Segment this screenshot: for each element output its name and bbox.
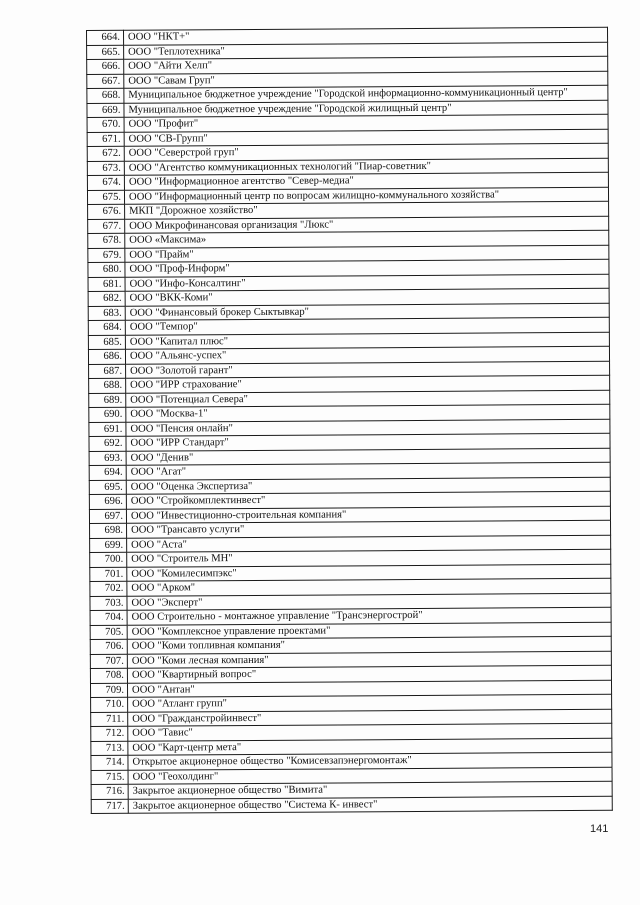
organization-name: ООО «Максима»: [125, 230, 609, 247]
organizations-table: [86, 27, 613, 814]
row-number: 688.: [89, 378, 126, 393]
organization-name: ООО "НКТ+": [124, 27, 608, 44]
row-number: 700.: [90, 552, 127, 567]
organization-name: ООО "Финансовый брокер Сыктывкар": [125, 303, 609, 320]
organization-name: ООО "Комплексное управление проектами": [127, 622, 611, 639]
organization-name: ООО "Квартирный вопрос": [127, 665, 611, 682]
organization-name: ООО "Стройкомплектинвест": [126, 491, 610, 508]
organization-name: ООО "Потенциал Севера": [126, 390, 610, 407]
organization-name: ООО "Москва-1": [126, 404, 610, 421]
row-number: 705.: [90, 625, 127, 640]
row-number: 716.: [91, 784, 128, 799]
organization-name: ООО "Темпор": [125, 317, 609, 334]
row-number: 712.: [91, 726, 128, 741]
row-number: 675.: [87, 190, 124, 205]
row-number: 698.: [90, 523, 127, 538]
organization-name: ООО "Коми топливная компания": [127, 636, 611, 653]
organization-name: ООО "Прайм": [125, 245, 609, 262]
row-number: 673.: [87, 161, 124, 176]
row-number: 687.: [89, 364, 126, 379]
organization-name: ООО "Проф-Информ": [125, 259, 609, 276]
organization-name: ООО "Комилесимпэкс": [127, 564, 611, 581]
row-number: 682.: [88, 291, 125, 306]
organizations-table-wrapper: [86, 27, 613, 814]
organization-name: ООО "Оценка Экспертиза": [126, 477, 610, 494]
organization-name: Открытое акционерное общество "Комисевзапэнергомонтаж": [128, 752, 612, 769]
organization-name: Закрытое акционерное общество "Система К- инвест": [128, 796, 612, 813]
row-number: 706.: [90, 639, 127, 654]
organization-name: ООО "Карт-центр мета": [128, 738, 612, 755]
organization-name: ООО "Арком": [127, 578, 611, 595]
organization-name: ООО "Пенсия онлайн": [126, 419, 610, 436]
row-number: 693.: [89, 451, 126, 466]
organization-name: ООО "Строитель МН": [127, 549, 611, 566]
row-number: 717.: [91, 799, 128, 814]
row-number: 690.: [89, 407, 126, 422]
row-number: 702.: [90, 581, 127, 596]
organization-name: ООО Микрофинансовая организация "Люкс": [125, 216, 609, 233]
row-number: 683.: [88, 306, 125, 321]
table-row: [91, 796, 612, 814]
organization-name: ООО "Северстрой груп": [124, 143, 608, 160]
row-number: 692.: [89, 436, 126, 451]
organization-name: ООО "Антан": [127, 680, 611, 697]
row-number: 689.: [89, 393, 126, 408]
organization-name: ООО "Инфо-Консалтинг": [125, 274, 609, 291]
organization-name: ООО "Гражданстройинвест": [128, 709, 612, 726]
organization-name: ООО Строительно - монтажное управление "Трансэнергострой": [127, 607, 611, 624]
row-number: 686.: [88, 349, 125, 364]
row-number: 711.: [91, 712, 128, 727]
row-number: 708.: [90, 668, 127, 683]
row-number: 710.: [91, 697, 128, 712]
organization-name: ООО "Савам Груп": [124, 71, 608, 88]
organization-name: ООО "Трансавто услуги": [127, 520, 611, 537]
row-number: 696.: [89, 494, 126, 509]
row-number: 676.: [88, 204, 125, 219]
row-number: 672.: [87, 146, 124, 161]
organization-name: ООО "ИРР Стандарт": [126, 433, 610, 450]
organization-name: Закрытое акционерное общество "Вимита": [128, 781, 612, 798]
organization-name: ООО "Информационный центр по вопросам жилищно-коммунального хозяйства": [124, 187, 608, 204]
row-number: 679.: [88, 248, 125, 263]
row-number: 669.: [87, 103, 124, 118]
row-number: 681.: [88, 277, 125, 292]
row-number: 715.: [91, 770, 128, 785]
organization-name: ООО "СВ-Групп": [124, 129, 608, 146]
row-number: 685.: [88, 335, 125, 350]
row-number: 694.: [89, 465, 126, 480]
row-number: 670.: [87, 117, 124, 132]
row-number: 677.: [88, 219, 125, 234]
row-number: 668.: [87, 88, 124, 103]
row-number: 667.: [87, 74, 124, 89]
row-number: 680.: [88, 262, 125, 277]
organization-name: ООО "Атлант групп": [128, 694, 612, 711]
row-number: 701.: [90, 567, 127, 582]
organization-name: ООО "Инвестиционно-строительная компания": [126, 506, 610, 523]
organization-name: ООО "ИРР страхование": [126, 375, 610, 392]
organization-name: ООО "Профит": [124, 114, 608, 131]
organization-name: МКП "Дорожное хозяйство": [125, 201, 609, 218]
row-number: 714.: [91, 755, 128, 770]
row-number: 691.: [89, 422, 126, 437]
organization-name: ООО "Агат": [126, 462, 610, 479]
organization-name: ООО "Информационное агентство "Север-медиа": [124, 172, 608, 189]
row-number: 707.: [90, 654, 127, 669]
organization-name: Муниципальное бюджетное учреждение "Городской жилищный центр": [124, 100, 608, 117]
organization-name: ООО "Агентство коммуникационных технологий "Пиар-советник": [124, 158, 608, 175]
row-number: 699.: [90, 538, 127, 553]
organization-name: ООО "Эксперт": [127, 593, 611, 610]
row-number: 704.: [90, 610, 127, 625]
row-number: 674.: [87, 175, 124, 190]
row-number: 671.: [87, 132, 124, 147]
row-number: 678.: [88, 233, 125, 248]
row-number: 664.: [87, 30, 124, 45]
organization-name: ООО "Аста": [127, 535, 611, 552]
row-number: 684.: [88, 320, 125, 335]
organization-name: ООО "Коми лесная компания": [127, 651, 611, 668]
organization-name: ООО "Геохолдинг": [128, 767, 612, 784]
organization-name: ООО "Денив": [126, 448, 610, 465]
organizations-table-body: [87, 27, 613, 813]
organization-name: ООО "Альянс-успех": [125, 346, 609, 363]
organization-name: ООО "Капитал плюс": [125, 332, 609, 349]
page-number: 141: [590, 823, 609, 835]
organization-name: ООО "Теплотехника": [124, 42, 608, 59]
row-number: 703.: [90, 596, 127, 611]
row-number: 666.: [87, 59, 124, 74]
organization-name: ООО "ВКК-Коми": [125, 288, 609, 305]
row-number: 713.: [91, 741, 128, 756]
row-number: 695.: [89, 480, 126, 495]
organization-name: ООО "Айти Хелп": [124, 56, 608, 73]
organization-name: Муниципальное бюджетное учреждение "Городской информационно-коммуникационный центр": [124, 85, 608, 102]
organization-name: ООО "Золотой гарант": [126, 361, 610, 378]
organization-name: ООО "Тавис": [128, 723, 612, 740]
row-number: 665.: [87, 45, 124, 60]
row-number: 709.: [90, 683, 127, 698]
row-number: 697.: [89, 509, 126, 524]
